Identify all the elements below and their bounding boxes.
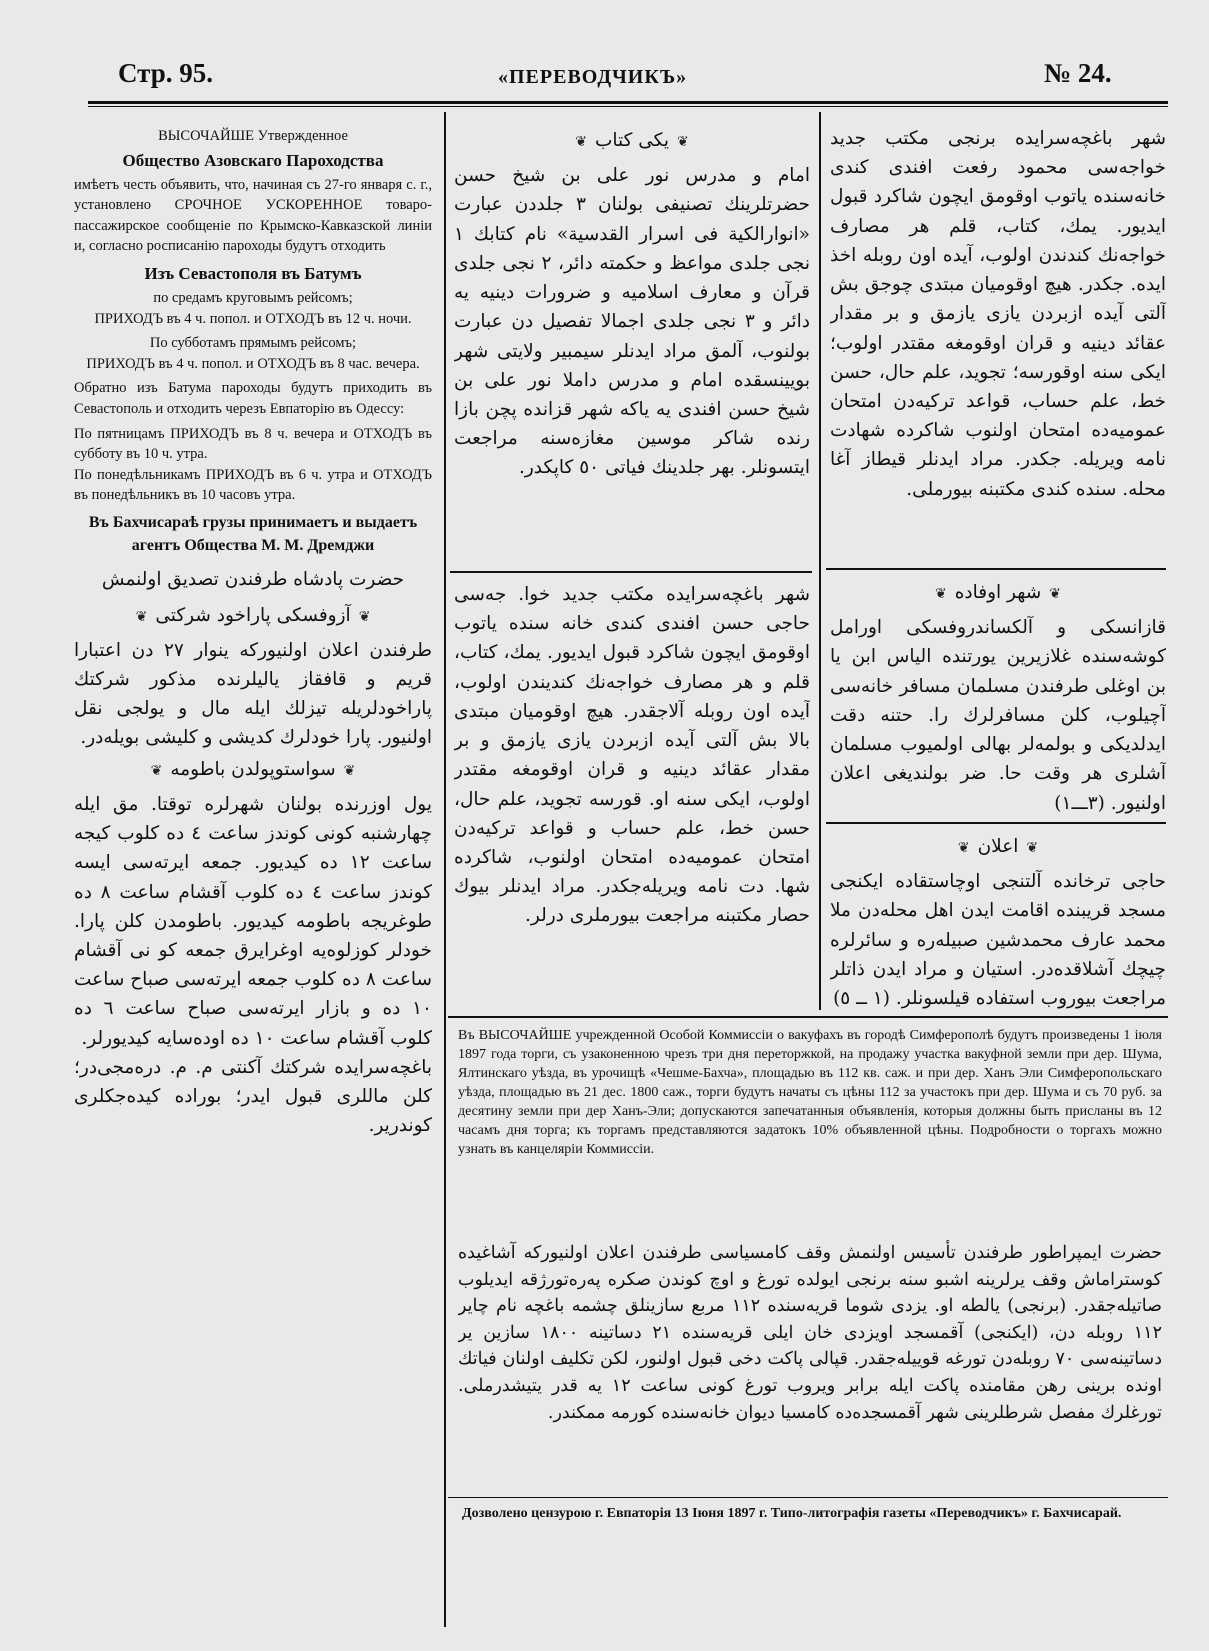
ar-route-title-block xyxy=(74,755,432,784)
saturday-line: По субботамъ прямымъ рейсомъ; xyxy=(149,335,357,352)
ornament-icon: ❦ xyxy=(150,762,163,779)
company-name: Общество Азовскаго Пароходства xyxy=(122,150,384,170)
ar-route-title: سواستوپولدن باطومه xyxy=(170,758,336,780)
censor-rule xyxy=(448,1497,1168,1498)
azov-arabic-notice xyxy=(74,565,432,1140)
monday-line: По понедѣльникамъ ПРИХОДЪ въ 6 ч. утра и ОТХОДЪ въ понедѣльникъ въ 10 часовъ утра. xyxy=(74,466,432,504)
school-paragraph-2: شهر باغچه‌سرایده مکتب جدید خوا. جه‌سی حاجی حسن افندی کندی خانه سنده یاتوب اوقومق ایچون شاکرد قبول ایدیور. یمك، کتاب، قلم و هر مصارف خواجه‌نك کندیندن اولوب، آیده اون روبله آلاجقدر. هیچ اوقومیان مبتدی بالا بش آلتی آیده ازبردن یازی یازمق و بر مقدار عقائد دینیه و قران اوقومغه مقتدر اولوب، ایکی سنه او. قورسه تجوید، علم حال، حسن خط، علم حساب و قواعد ترکیه‌دن امتحان عمومیه‌ده امتحان اولنوب، شاکرده شها. دت نامه ویریله‌جکدر. مراد ایدنلر بیوك حصار مکتبنه مراجعت بیورملری درلر. xyxy=(454,584,810,927)
column-3-lower xyxy=(830,830,1166,1010)
ar-paragraph-2: یول اوزرنده بولنان شهرلره توقتا. مق ایله چهارشنبه کونی کوندز ساعت ٤ ده کلوب کیجه ساعت ١٢ ده کیدیور. جمعه ایرته‌سی ایسه کوندز ساعت ٤ ده کلوب آقشام ساعت ٨ ده طوغریجه باطومه کیدیور. باطومدن کلن پارا. خودلر کوزلوه‌یه اوغرایرق جمعه کو نی آقشام ساعت ٨ ده کلوب جمعه ایرته‌سی صباح ساعت ١٠ ده و بازار ایرته‌سی صباح ساعت ٦ ده کلوب آقشام ساعت ١٠ ده اوده‌سایه کیدیورلر. xyxy=(74,793,432,1049)
ornament-icon: ❦ xyxy=(1049,586,1062,602)
column-divider-2 xyxy=(819,112,821,1010)
bottom-section-rule xyxy=(448,1016,1168,1018)
column-3-middle xyxy=(830,576,1166,818)
ornament-icon: ❦ xyxy=(575,134,587,150)
school-notice-1 xyxy=(830,124,1166,504)
ar-paragraph-1: طرفندن اعلان اولنیورکه ینوار ٢٧ دن اعتبارا قریم و قافقاز یالیلرنده مذکور شرکتك پاراخودلریله تیزلك ایله مال و یولجی نقل اولنیور. پارا خودلرك کدیشی و کلیشی بویلەدر. xyxy=(74,639,432,749)
newspaper-title: «ПЕРЕВОДЧИКЪ» xyxy=(498,66,688,88)
announcement-paragraph: حاجی ترخانده آلتنجی اوچاستقاده ایکنجی مسجد قریبنده اقامت ایدن اهل محله‌دن ملا محمد عارف محمدشین صبیله‌ره و سائرلره چیچك آشلاقده‌در. استیان و مراد ایدن ذاتلر مراجعت بیوروب استفاده قیلسونلر. (١ ــ ٥) xyxy=(830,871,1166,1010)
col3-section-rule-2 xyxy=(826,822,1166,824)
ar-title-block xyxy=(74,601,432,630)
school-paragraph-1: شهر باغچه‌سرایده برنجی مکتب جدید خواجه‌سی محمود رفعت افندی کندی خانه‌سنده یاتوب اوقومق ایچون شاکرد قبول ایدیور. یمك، کتاب، قلم هر مصارف خواجه‌نك کندندن اولوب، آیده اون روبله اخذ ایده. جکدر. هیچ اوقومیان مبتدی چوجق بش آلتی آیده ازبردن یازی یازمق و بر مقدار عقائد دینیه و قران اوقومغه مقتدر اولوب؛ ایکی سنه اوقورسه؛ تجوید، علم حال، حسن خط، علم حساب، قواعد ترکیه‌دن امتحان عمومیه‌ده امتحان اولنوب شاکرده شهادت نامه ویریله. جکدر. مراد ایدنلر قیطاز آغا محله. سنده کندی مکتبنه بیورملی. xyxy=(830,128,1166,500)
return-line: Обратно изъ Батума пароходы будутъ приходить въ Севастополь и отходить черезъ Евпаторію въ Одессу: xyxy=(74,380,432,418)
column-2-lower xyxy=(454,580,810,1010)
column-3 xyxy=(830,124,1166,564)
ad-intro: имѣетъ честь объявить, что, начиная съ 27-го января с. г., установлено СРОЧНОЕ УСКОРЕННОЕ товаро-пассажирское сообщеніе по Крымско-Кавказской линіи и, согласно росписанію пароходы будутъ отходить xyxy=(74,176,432,255)
ornament-icon: ❦ xyxy=(343,762,356,779)
notice-line: ВЫСОЧАЙШЕ Утвержденное xyxy=(158,128,348,144)
ornament-icon: ❦ xyxy=(957,840,970,856)
waqf-commission-notice-ar: حضرت ایمپراطور طرفندن تأسیس اولنمش وقف کامسیاسی طرفندن اعلان اولنیورکه آشاغیده کوستراماش وقف یرلرینه اشبو سنه برنجی ایولده تورغ و اوچ کوندن صکره پەرەتورژقه ایدیلوب صاتیله‌جقدر. (برنجی) یالطه او. یزدی شوما قریه‌سنده ١١٢ مربع سازینلق چشمه باغچه نام چایر ١١٢ روبله دن، (ایکنجی) آقمسجد اویزدی خان ایلی قریه‌سنده ٢١ دساتینه ١٨٠٠ سازین یر دساتینه‌سی ٧٠ روبله‌دن تورغه قوییله‌جقدر. قپالی پاکت دخی قبول اولنور، لکن تکلیف اولنان فیاتك اونده برینی رهن مقامنده پاکت ایله برابر ویروب تورغ کونی ساعت ١٢ یه قدر یتیشدرملی. تورغلرك مفصل شرطلرینی شهر آقمسجده‌ده کامسیا دیوان خانه‌سنده کورمه ممکندر. xyxy=(458,1243,1162,1423)
friday-line: По пятницамъ ПРИХОДЪ въ 8 ч. вечера и ОТХОДЪ въ субботу въ 10 ч. утра. xyxy=(74,425,432,463)
waqf-commission-notice-ru: Въ ВЫСОЧАЙШЕ учрежденной Особой Коммиссіи о вакуфахъ въ городѣ Симферополѣ будутъ произведены 1 іюля 1897 года торги, съ узаконенною чрезъ три дня переторжкой, на продажу участка вакуфной земли при дер. Шума, Ялтинскаго уѣзда, въ урочищѣ «Чешме-Бахча», площадью въ 112 кв. саж. и при дер. Ханъ Эли Симферопольскаго уѣзда, площадью въ 21 дес. 1800 саж., торги будутъ начаты съ цѣны 112 за участокъ при дер. Шума и съ 70 руб. за десятину земли при дер Ханъ-Эли; допускаются запечатанныя объявленія, которыя должны быть присланы въ 12 часамъ дня торга; къ торгамъ представляются задатокъ 10% объявленной цѣны. Подробности о торгахъ можно узнать въ канцеляріи Коммиссіи. xyxy=(458,1028,1162,1158)
col3-section-rule-1 xyxy=(826,568,1166,570)
ufa-title-block xyxy=(830,578,1166,607)
header-rule-thin xyxy=(88,106,1168,107)
book-paragraph: امام و مدرس نور علی بن شیخ حسن حضرتلرینك تصنیفی بولنان ٣ جلددن عبارت «انوارالکیة فی اسرار القدسیة» نام کتابك ١ نجی جلدی مواعظ و حکمتە دائر، ٢ نجی جلدی قرآن و معارف اسلامیه و ضرورات دینیه یه دائر و ٣ نجی جلدی اجمالا تفصیل دن عبارت بولنوب، آلمق مراد ایدنلر سیمبیر ولایتی شهر بویینسقده امام و مدرس داملا نور علی بن شیخ حسن افندی یه یاکه شهر قزانده پچن بازا رنده شاکر موسین مغازەسنه مراجعت ایتسونلر. بهر جلدینك فیاتی ٥٠ کاپکدر. xyxy=(454,165,810,479)
ornament-icon: ❦ xyxy=(135,608,148,625)
ornament-icon: ❦ xyxy=(934,586,947,602)
school-notice-2 xyxy=(454,580,810,931)
announcement-title: اعلان xyxy=(977,836,1019,857)
censorship-line: Дозволено цензурою г. Евпаторія 13 Іюня 1897 г. Типо-литографія газеты «Переводчикъ» г. Бахчисарай. xyxy=(462,1506,1122,1521)
announcement-title-block xyxy=(830,832,1166,861)
ar-company-title: آزوفسکی پاراخود شرکتی xyxy=(155,604,351,626)
wednesday-times: ПРИХОДЪ въ 4 ч. попол. и ОТХОДЪ въ 12 ч. ночи. xyxy=(94,310,412,327)
header-rule xyxy=(88,101,1168,104)
column-1 xyxy=(74,126,432,1636)
book-title: یکی کتاب xyxy=(594,130,670,151)
announcement xyxy=(830,832,1166,1010)
ufa-paragraph: قازانسکی و آلکساندروفسکی اورامل کوشه‌سنده غلازیرین یورتنده الیاس ابن یا بن اوغلی طرفندن مسلمان مسافر خانه‌سی آچیلوب، کلن مسافرلرك را. حتنه دقت ایدلدیکی و بولمه‌لر بهالی اولمیوب مسلمان آشلری هر وقت حا. ضر بولندیغی اعلان اولنیور. (٣ـــ١) xyxy=(830,617,1166,814)
steamship-advertisement xyxy=(74,126,432,557)
ornament-icon: ❦ xyxy=(358,608,371,625)
saturday-times: ПРИХОДЪ въ 4 ч. попол. и ОТХОДЪ въ 8 час. вечера. xyxy=(86,355,420,372)
wednesday-line: по средамъ круговымъ рейсомъ; xyxy=(153,290,353,307)
ufa-notice xyxy=(830,578,1166,818)
ar-paragraph-3: باغچه‌سرایده شرکتك آکنتی م. م. درەمجی‌در؛ کلن ماللری قبول ایدر؛ بوراده کیده‌جکلری کوندریر. xyxy=(74,1056,432,1137)
column-divider-1 xyxy=(444,112,446,1627)
page-number: Стр. 95. xyxy=(118,58,214,88)
issue-number: № 24. xyxy=(1044,58,1112,88)
book-title-block xyxy=(454,126,810,155)
ar-heading: حضرت پادشاه طرفندن تصدیق اولنمش xyxy=(101,569,405,591)
ornament-icon: ❦ xyxy=(1026,840,1039,856)
col2-section-rule xyxy=(450,571,812,573)
ornament-icon: ❦ xyxy=(677,134,689,150)
ufa-title: شهر اوفاده xyxy=(954,582,1042,603)
new-book-notice xyxy=(454,126,810,483)
column-2 xyxy=(454,124,810,568)
route-title: Изъ Севастополя въ Батумъ xyxy=(144,264,362,284)
agent-line: Въ Бахчисараѣ грузы принимаетъ и выдаетъ агентъ Общества М. М. Дремджи xyxy=(88,513,418,554)
